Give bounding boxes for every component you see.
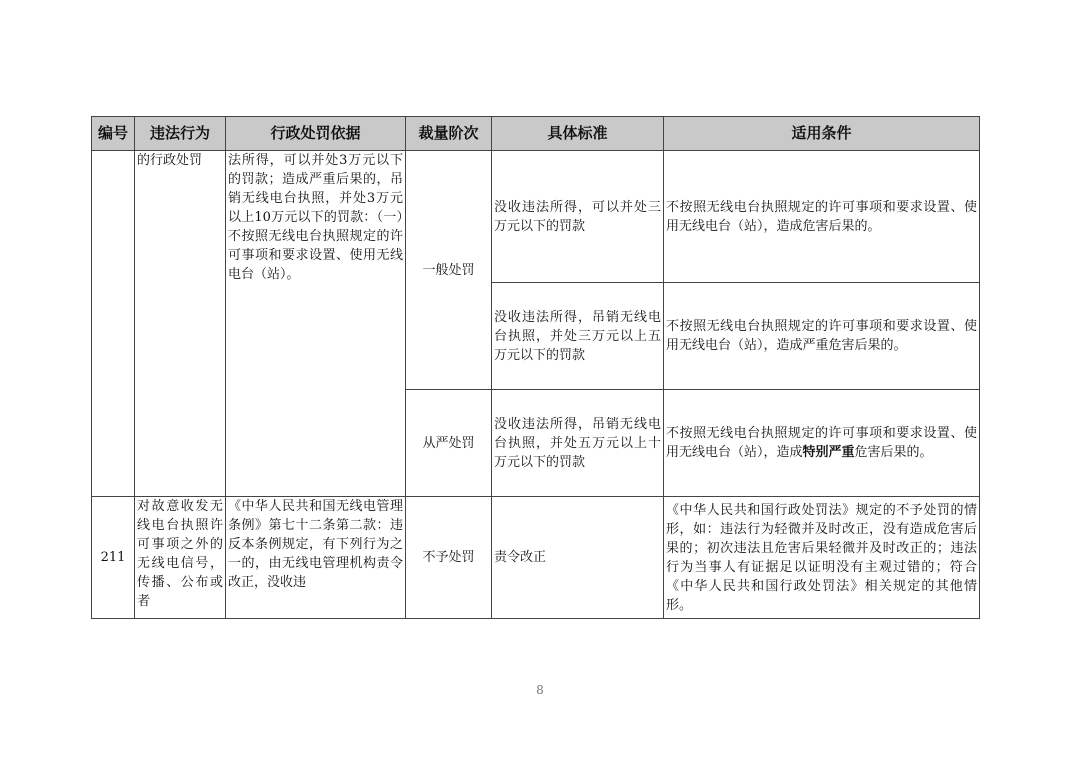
penalty-table bbox=[91, 116, 980, 619]
condition-cell: 不按照无线电台执照规定的许可事项和要求设置、使用无线电台（站），造成危害后果的。 bbox=[664, 151, 980, 283]
condition-cell: 《中华人民共和国行政处罚法》规定的不予处罚的情形，如：违法行为轻微并及时改正，没有造成危害后果的；初次违法且危害后果轻微并及时改正的；违法行为当事人有证据足以证明没有主观过错的；符合《中华人民共和国行政处罚法》相关规定的其他情形。 bbox=[664, 497, 980, 619]
standard-cell: 没收违法所得，吊销无线电台执照，并处五万元以上十万元以下的罚款 bbox=[492, 390, 664, 497]
violation-cell-continued: 的行政处罚 bbox=[135, 151, 226, 497]
table-row bbox=[92, 151, 980, 283]
condition-emphasis: 特别严重 bbox=[802, 445, 855, 460]
basis-cell: 《中华人民共和国无线电管理条例》第七十二条第二款：违反本条例规定，有下列行为之一的，由无线电管理机构责令改正，没收违 bbox=[226, 497, 406, 619]
condition-suffix: 危害后果的。 bbox=[854, 445, 933, 460]
violation-cell: 对故意收发无线电台执照许可事项之外的无线电信号，传播、公布或者 bbox=[135, 497, 226, 619]
row-number: 211 bbox=[92, 497, 135, 619]
condition-cell: 不按照无线电台执照规定的许可事项和要求设置、使用无线电台（站），造成严重危害后果的。 bbox=[664, 283, 980, 390]
table-header-row bbox=[92, 117, 980, 151]
header-condition: 适用条件 bbox=[664, 117, 980, 151]
standard-cell: 没收违法所得，可以并处三万元以下的罚款 bbox=[492, 151, 664, 283]
header-basis: 行政处罚依据 bbox=[226, 117, 406, 151]
condition-cell bbox=[664, 390, 980, 497]
header-violation: 违法行为 bbox=[135, 117, 226, 151]
level-cell-strict: 从严处罚 bbox=[406, 390, 492, 497]
standard-cell: 没收违法所得，吊销无线电台执照，并处三万元以上五万元以下的罚款 bbox=[492, 283, 664, 390]
basis-cell-continued: 法所得，可以并处3万元以下的罚款；造成严重后果的，吊销无线电台执照，并处3万元以上10万元以下的罚款：（一）不按照无线电台执照规定的许可事项和要求设置、使用无线电台（站）。 bbox=[226, 151, 406, 497]
condition-prefix: 不按照无线电台执照规定的许可事项和要求设置、使用无线电台（站），造成 bbox=[666, 426, 977, 460]
header-number: 编号 bbox=[92, 117, 135, 151]
header-standard: 具体标准 bbox=[492, 117, 664, 151]
header-level: 裁量阶次 bbox=[406, 117, 492, 151]
table-row bbox=[92, 497, 980, 619]
level-cell-general: 一般处罚 bbox=[406, 151, 492, 390]
page-number: 8 bbox=[536, 683, 544, 697]
number-cell-empty bbox=[92, 151, 135, 497]
standard-cell: 责令改正 bbox=[492, 497, 664, 619]
level-cell: 不予处罚 bbox=[406, 497, 492, 619]
